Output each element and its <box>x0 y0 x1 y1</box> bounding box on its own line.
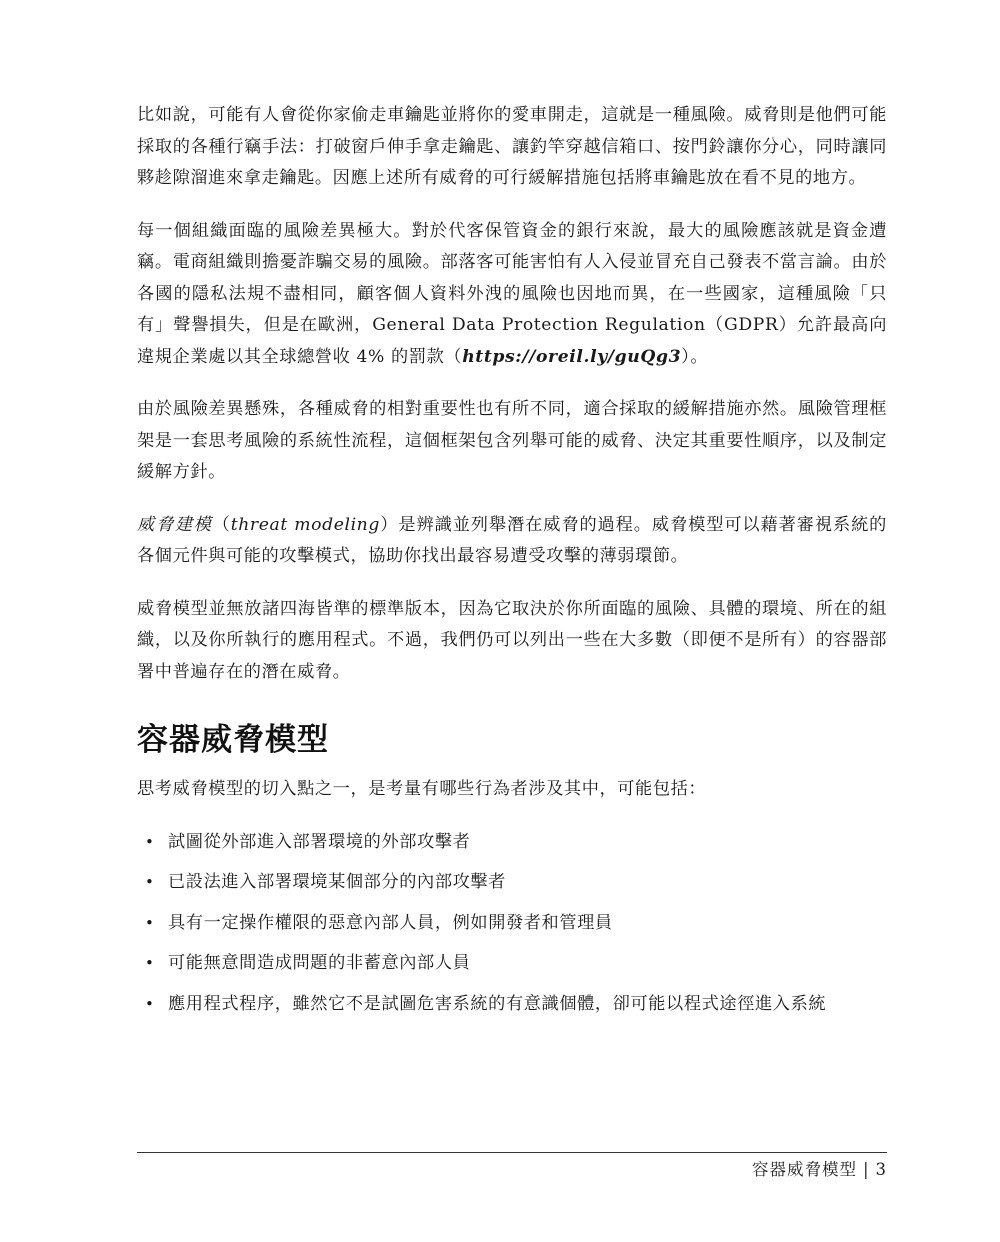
list-item <box>137 827 887 859</box>
link-text[interactable]: https://oreil.ly/guQg3 <box>462 346 682 367</box>
text-run: 威脅模型並無放諸四海皆準的標準版本，因為它取決於你所面臨的風險、具體的環境、所在的組織，以及你所執行的應用程式。不過，我們仍可以列出一些在大多數（即便不是所有）的容器部署中普遍存在的潛在威脅。 <box>137 598 887 682</box>
text-run: 具有一定操作權限的 <box>168 912 329 933</box>
list-item <box>137 908 887 940</box>
text-run: （ <box>212 514 231 535</box>
emphasis-text: threat modeling <box>230 514 380 535</box>
emphasis-text: 非蓄意內部人員 <box>345 953 471 973</box>
paragraph <box>137 594 887 689</box>
text-run: 由於風險差異懸殊，各種威脅的相對重要性也有所不同，適合採取的緩解措施亦然。風險管理框架是一套思考風險的系統性流程，這個框架包含列舉可能的威脅、決定其重要性順序，以及制定緩解方針。 <box>137 399 887 482</box>
bullet-icon: • <box>145 954 155 972</box>
text-run: 比如說，可能有人會從你家偷走車鑰匙並將你的愛車開走，這就是一種風險。威脅則是他們可能採取的各種行竊手法：打破窗戶伸手拿走鑰匙、讓釣竿穿越信箱口、按門鈴讓你分心，同時讓同夥趁隙溜進來拿走鑰匙。因應上述所有威脅的可行緩解措施包括將車鑰匙放在看不見的地方。 <box>137 105 887 188</box>
emphasis-text: 外部攻擊者 <box>381 831 471 852</box>
text-run: ）。 <box>681 346 709 367</box>
emphasis-text: 應用程式程序 <box>168 993 275 1014</box>
bullet-icon: • <box>145 913 155 932</box>
footer-separator: | <box>862 1160 870 1179</box>
emphasis-text: 惡意內部人員 <box>328 912 435 933</box>
body-paragraphs <box>137 100 887 688</box>
section-heading: 容器威脅模型 <box>137 722 329 758</box>
actor-list <box>137 827 887 1021</box>
text-run: 已設法進入部署環境某個部分的 <box>168 872 418 892</box>
page-number: 3 <box>875 1160 887 1179</box>
text-run: ）是辨識並列舉潛在威脅的過程。威脅模型可以藉著審視系統的各個元件與可能的攻擊模式，協助你找出最容易遭受攻擊的薄弱環節。 <box>137 514 887 566</box>
text-run: 可能無意間造成問題的 <box>168 953 346 973</box>
paragraph <box>137 100 887 195</box>
page-footer <box>752 1156 887 1180</box>
page-body <box>137 100 887 1029</box>
text-run: 試圖從外部進入部署環境的 <box>168 831 382 852</box>
bullet-icon: • <box>145 832 155 851</box>
text-run: ，例如開發者和管理員 <box>434 912 613 933</box>
emphasis-text: 內部攻擊者 <box>417 872 506 892</box>
paragraph <box>137 394 887 489</box>
text-run: 每一個組織面臨的風險差異極大。對於代客保管資金的銀行來說，最大的風險應該就是資金遭竊。電商組織則擔憂詐騙交易的風險。部落客可能害怕有人入侵並冒充自己發表不當言論。由於各國的隱私法規不盡相同，顧客個人資料外洩的風險也因地而異，在一些國家，這種風險「只有」聲譽損失，但是在歐洲，General Data Protection Regulation（GDPR）允許最高向違規企業處以其全球總營收 4% 的罰款（ <box>137 220 887 367</box>
list-item <box>137 948 887 980</box>
paragraph <box>137 216 887 374</box>
bullet-icon: • <box>145 873 155 891</box>
list-item <box>137 867 887 899</box>
bullet-icon: • <box>145 994 155 1013</box>
footer-rule <box>137 1152 887 1153</box>
section-intro: 思考威脅模型的切入點之一，是考量有哪些行為者涉及其中，可能包括： <box>137 779 707 799</box>
list-item <box>137 989 887 1021</box>
text-run: ，雖然它不是試圖危害系統的有意識個體，卻可能以程式途徑進入系統 <box>274 993 827 1014</box>
emphasis-text: 威脅建模 <box>137 514 213 535</box>
footer-chapter-title: 容器威脅模型 <box>751 1160 857 1179</box>
paragraph <box>137 510 887 573</box>
